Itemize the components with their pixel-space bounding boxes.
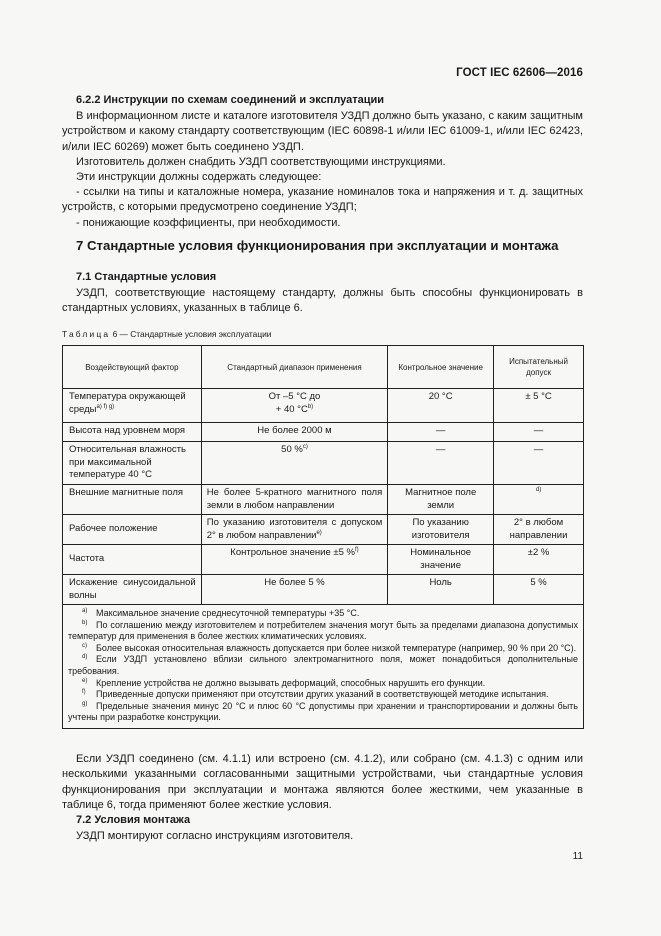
tolerance-cell: — (494, 442, 584, 485)
tolerance-cell: — (494, 423, 584, 442)
reference-cell: Ноль (388, 575, 494, 605)
section-7-2-paragraph: УЗДП монтируют согласно инструкциям изготовителя. (76, 830, 354, 842)
page-number: 11 (572, 851, 583, 862)
column-header-range: Стандартный диапазон применения (201, 346, 388, 389)
range-cell: 50 %$^{c)}$ (201, 442, 388, 485)
section-7-1-heading: 7.1 Стандартные условия (76, 271, 217, 283)
table-6-caption (62, 329, 272, 339)
table-row (63, 423, 584, 442)
table-notes-row (63, 605, 584, 729)
tolerance-cell (494, 485, 584, 515)
table-note: $^{b)}$ По соглашению между изготовителем и потребителем значения могут быть за пределами диапазона допустимых температур для применения в более жестких климатических условиях. (68, 619, 578, 642)
column-header-reference: Контрольное значение (388, 346, 494, 389)
range-cell: Контрольное значение ±5 %$^{f)}$ (201, 545, 388, 575)
table-note: $^{а)}$ Максимальное значение среднесуточной температуры +35 °С. (82, 608, 360, 618)
range-cell: От –5 °С до + 40 $^\circ С^{b)}$ (201, 389, 388, 423)
table-caption-title: 6 — Стандартные условия эксплуатации (110, 329, 272, 339)
factor-cell: Внешние магнитные поля (63, 485, 202, 515)
footnote-ref: e) (316, 529, 322, 536)
table-row (63, 442, 584, 485)
reference-cell: — (388, 423, 494, 442)
column-header-tolerance: Испытательный допуск (494, 346, 584, 389)
range-cell: По указанию изготовителя с допуском 2° в любом направлении$^{e)}$ (201, 515, 388, 545)
table-caption-word: Таблица (62, 329, 111, 339)
table-notes (63, 605, 584, 729)
footnote-ref: b) (307, 403, 314, 410)
section-6-2-2-paragraph-3: Эти инструкции должны содержать следующее: (76, 171, 322, 183)
footnote-ref: f) (354, 546, 359, 553)
reference-cell: 20 °С (388, 389, 494, 423)
section-7-1-paragraph: УЗДП, соответствующие настоящему стандарту, должны быть способны функционировать в стандартных условиях, указанных в таблице 6. (62, 287, 583, 315)
post-table-paragraph: Если УЗДП соединено (см. 4.1.1) или встроено (см. 4.1.2), или собрано (см. 4.1.3) с одним или несколькими указанными согласованными защитными устройствами, чьи стандартные условия функционирования при эксплуатации и монтажа являются более жесткими, чем указанные в таблице 6, тогда применяют более жесткие условия. (62, 753, 583, 812)
range-cell: Не более 5-кратного магнитного поля земли в любом направлении (201, 485, 388, 515)
table-row (63, 485, 584, 515)
table-header-row (63, 346, 584, 389)
section-6-2-2-list-item-2: - понижающие коэффициенты, при необходимости. (76, 217, 341, 229)
reference-cell: Номинальное значение (388, 545, 494, 575)
table-row (63, 545, 584, 575)
factor-cell: Рабочее положение (63, 515, 202, 545)
factor-cell: Высота над уровнем моря (63, 423, 202, 442)
table-row (63, 389, 584, 423)
footnote-ref: c) (302, 443, 308, 450)
table-note: $^{f)}$ Приведенные допуски применяют при отсутствии других указаний в соответствующей методике испытания. (82, 689, 549, 700)
factor-cell: Температура окружающей среды$^{а) f) g)}$ (63, 389, 202, 423)
section-6-2-2-heading: 6.2.2 Инструкции по схемам соединений и эксплуатации (76, 94, 385, 106)
table-row (63, 515, 584, 545)
reference-cell: Магнитное поле земли (388, 485, 494, 515)
section-6-2-2-list-item-1: - ссылки на типы и каталожные номера, указание номиналов тока и напряжения и т. д. защитных устройств, с которыми предусмотрено соединение УЗДП; (62, 186, 583, 214)
table-note: $^{e)}$ Крепление устройства не должно вызывать деформаций, способных нарушить его функции. (82, 677, 486, 688)
table-row (63, 575, 584, 605)
tolerance-cell: 2° в любом направлении (494, 515, 584, 545)
tolerance-cell: 5 % (494, 575, 584, 605)
factor-cell: Частота (63, 545, 202, 575)
section-7-heading: 7 Стандартные условия функционирования при эксплуатации и монтажа (76, 238, 559, 253)
reference-cell: По указанию изготовителя (388, 515, 494, 545)
section-6-2-2-paragraph-2: Изготовитель должен снабдить УЗДП соответствующими инструкциями. (76, 156, 446, 168)
tolerance-cell: ±2 % (494, 545, 584, 575)
factor-cell: Относительная влажность при максимальной температуре 40 °С (63, 442, 202, 485)
section-6-2-2-paragraph-1: В информационном листе и каталоге изготовителя УЗДП должно быть указано, с каким защитным устройством и какому стандарту соответствующим (IEC 60898-1 и/или IEC 61009-1, и/или IEC 62423, и/или IEC 60269) может быть соединено УЗДП. (62, 110, 583, 153)
reference-cell: — (388, 442, 494, 485)
tolerance-cell: ± 5 °С (494, 389, 584, 423)
footnote-ref: а) f) g) (96, 403, 115, 410)
table-note: $^{g)}$ Предельные значения минус 20 °С и плюс 60 °С допустимы при хранении и транспортировании и должны быть учтены при разработке конструкции. (68, 700, 578, 723)
standard-header: ГОСТ IEC 62606—2016 (456, 67, 583, 79)
factor-cell: Искажение синусоидальной волны (63, 575, 202, 605)
table-6 (62, 345, 584, 729)
table-note: $^{d)}$ Если УЗДП установлено вблизи сильного электромагнитного поля, может понадобиться дополнительные требования. (68, 654, 578, 676)
section-7-2-heading: 7.2 Условия монтажа (76, 814, 191, 826)
table-note: $^{c)}$ Более высокая относительная влажность допускается при более низкой температуре (например, 90 % при 20 °С). (82, 642, 577, 653)
range-cell: Не более 2000 м (201, 423, 388, 442)
column-header-factor: Воздействующий фактор (63, 346, 202, 389)
footnote-ref: d) (535, 486, 542, 493)
range-cell: Не более 5 % (201, 575, 388, 605)
